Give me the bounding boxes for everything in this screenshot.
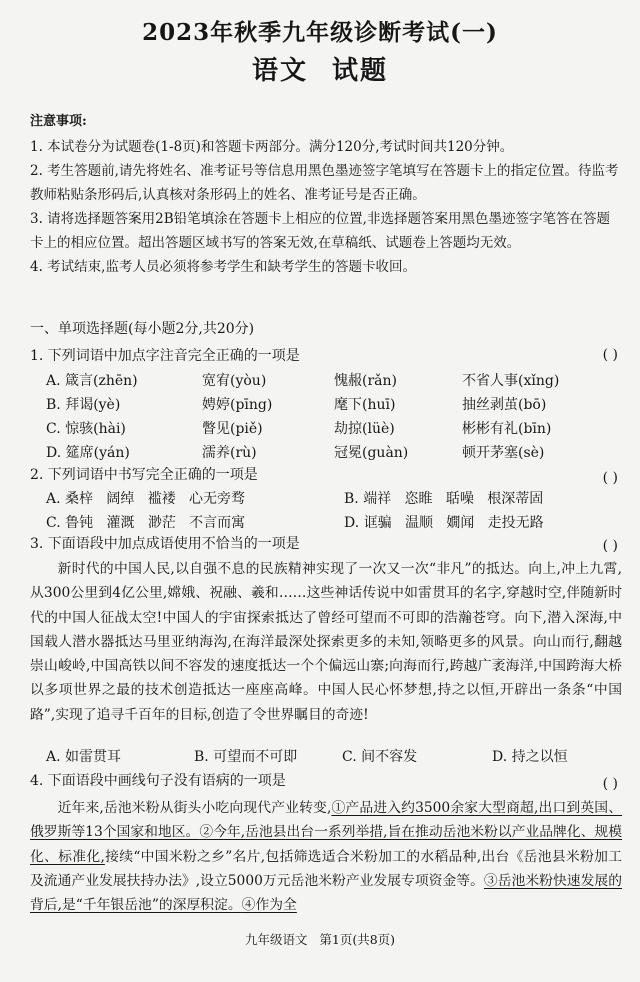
q1-option: D. 筵席(yán) <box>46 445 130 461</box>
question-2-stem <box>30 464 622 484</box>
note-item: 1. 本试卷分为试题卷(1-8页)和答题卡两部分。满分120分,考试时间共120分钟。 <box>30 139 514 155</box>
q2-option: B. 端祥 恣睢 聒噪 根深蒂固 <box>344 491 544 507</box>
q3-option: A. 如雷贯耳 <box>46 749 122 765</box>
paper-label: 试题 <box>332 56 389 86</box>
q4-lead: 近年来,岳池米粉从街头小吃向现代产业转变, <box>57 800 332 816</box>
q1-option: 劫掠(lüè) <box>334 421 395 437</box>
exam-subtitle <box>0 50 640 87</box>
q3-passage-text: 新时代的中国人民,以自强不息的民族精神实现了一次又一次“非凡”的抵达。向上,冲上九霄,从300公里到4亿公里,嫦娥、祝融、羲和……这些神话传说中如雷贯耳的名字,穿越时空,伴随新时代的中国人征战太空!中国人的宇宙探索抵达了曾经可望而不可即的浩瀚苍穹。向下,潜入深海,中国载人潜水器抵达马里亚纳海沟,在海洋最深处探索更多的未知,领略更多的风景。向山而行,翻越崇山峻岭,中国高铁以间不容发的速度抵达一个个偏远山寨;向海而行,跨越广袤海洋,中国跨海大桥以多项世界之最的技术创造抵达一座座高峰。中国人民心怀梦想,持之以恒,开辟出一条条“中国路”,实现了追寻千百年的目标,创造了令世界瞩目的奇迹! <box>30 561 622 723</box>
notes-heading: 注意事项: <box>30 114 87 129</box>
q1-option: 顿开茅塞(sè) <box>462 445 545 461</box>
q1-option: 不省人事(xǐng) <box>462 373 560 389</box>
q3-option: C. 间不容发 <box>342 749 418 765</box>
q1-stem-text: 1. 下列词语中加点字注音完全正确的一项是 <box>30 348 300 364</box>
note-item: 3. 请将选择题答案用2B铅笔填涂在答题卡上相应的位置,非选择题答案用黑色墨迹签字笔答在答题卡上的相应位置。超出答题区域书写的答案无效,在草稿纸、试题卷上答题均无效。 <box>30 211 610 251</box>
q1-option: 冠冕(guàn) <box>334 445 409 461</box>
answer-bracket: ( ) <box>602 470 618 486</box>
notes-block <box>30 110 622 279</box>
q4-sentence-4: ④作为全 <box>241 897 297 914</box>
q2-option: A. 桑梓 阔绰 褴褛 心无旁骛 <box>46 491 246 507</box>
q1-option: A. 箴言(zhēn) <box>46 373 138 389</box>
q4-sentence-3: ③岳池米粉快速发展的背后,是“千年银岳池”的深厚积淀。 <box>30 872 622 914</box>
q1-option: 濡养(rù) <box>202 445 257 461</box>
q1-option: 瞥见(piě) <box>202 421 263 437</box>
q3-option: D. 持之以恒 <box>492 749 568 765</box>
q1-option: 麾下(huī) <box>334 397 396 413</box>
exam-title: 2023年秋季九年级诊断考试(一) <box>142 19 498 46</box>
q2-option: D. 诓骗 温顺 嫺闻 走投无路 <box>344 515 544 531</box>
note-item: 2. 考生答题前,请先将姓名、准考证号等信息用黑色墨迹签字笔填写在答题卡上的指定位置。待监考教师粘贴条形码后,认真核对条形码上的姓名、准考证号是否正确。 <box>30 163 619 203</box>
q4-stem-text: 4. 下面语段中画线句子没有语病的一项是 <box>30 773 286 789</box>
q3-stem-text: 3. 下面语段中加点成语使用不恰当的一项是 <box>30 536 300 552</box>
q4-mid: 接续“中国米粉之乡”名片,包括筛选适合米粉加工的水稻品种,出台《岳池县米粉加工及流通产业发展扶持办法》,设立5000万元岳池米粉产业发展专项资金等。 <box>30 848 622 889</box>
note-item: 4. 考试结束,监考人员必须将参考学生和缺考学生的答题卡收回。 <box>30 259 416 275</box>
answer-bracket: ( ) <box>602 776 618 792</box>
q1-option: 彬彬有礼(bīn) <box>462 421 552 437</box>
answer-bracket: ( ) <box>602 538 618 554</box>
q2-option: C. 鲁钝 灌溉 渺茫 不言而寓 <box>46 515 246 531</box>
q1-option: 宽宥(yòu) <box>202 373 267 389</box>
q3-option: B. 可望而不可即 <box>194 749 298 765</box>
section-title: 一、单项选择题(每小题2分,共20分) <box>30 321 255 337</box>
page-footer: 九年级语文 第1页(共8页) <box>244 932 396 947</box>
subject-label: 语文 <box>251 56 308 86</box>
q4-sentence-2: ②今年,岳池县出台一系列举措,旨在推动岳池米粉以产业品牌化、规模化、标准化, <box>30 824 623 865</box>
q1-option: C. 惊骇(hài) <box>46 421 126 437</box>
q4-passage-text <box>30 796 622 917</box>
answer-bracket: ( ) <box>602 347 618 363</box>
q1-option: 愧赧(rǎn) <box>334 373 397 389</box>
q1-option: 娉婷(pīng) <box>202 397 273 413</box>
question-4-stem <box>30 770 622 790</box>
q1-option: B. 拜谒(yè) <box>46 397 121 413</box>
q3-passage <box>30 557 622 727</box>
q4-sentence-1: ①产品进入约3500余家大型商超,出口到英国、俄罗斯等13个国家和地区。 <box>30 800 622 841</box>
q1-option: 抽丝剥茧(bō) <box>462 397 547 413</box>
question-3-stem <box>30 533 622 553</box>
question-1-stem <box>30 345 622 365</box>
q2-stem-text: 2. 下列词语中书写完全正确的一项是 <box>30 467 258 483</box>
q4-passage <box>30 796 622 917</box>
